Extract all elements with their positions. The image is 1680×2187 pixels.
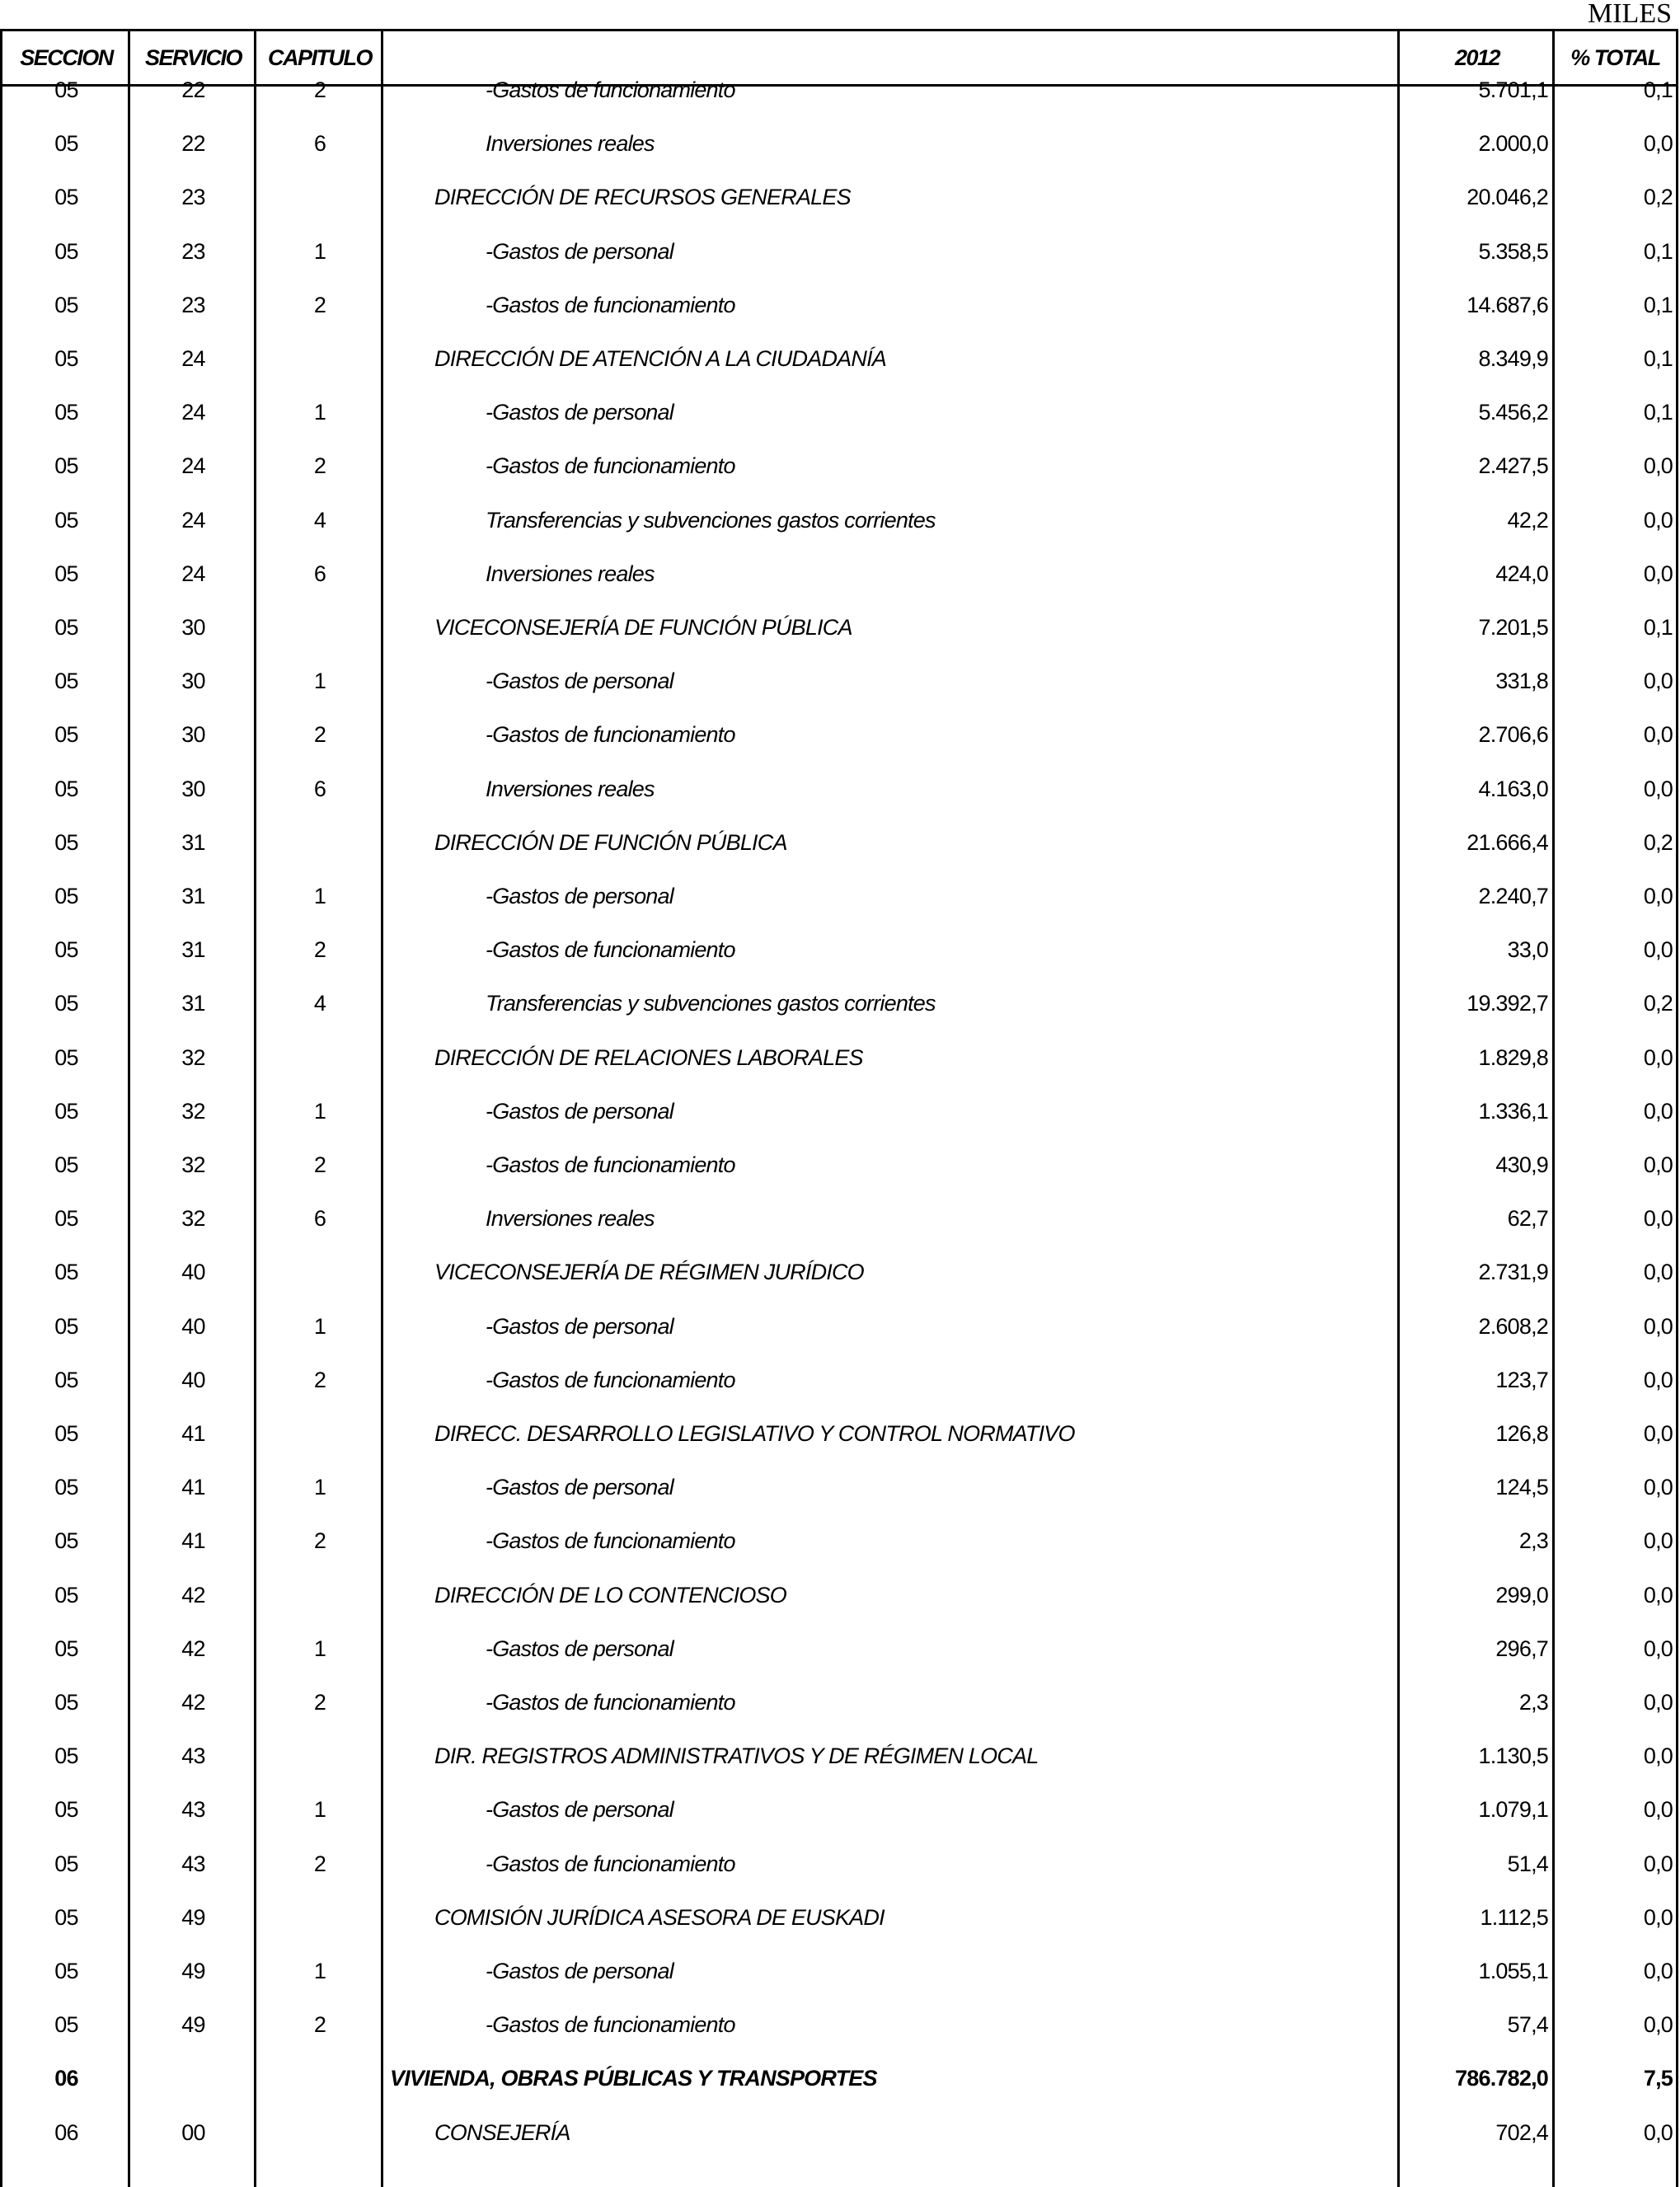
cell-seccion: 05 [54,1098,78,1124]
cell-pct-total: 0,2 [1643,829,1673,855]
cell-servicio: 23 [181,185,205,210]
cell-descripcion: -Gastos de funcionamiento [486,1528,735,1554]
cell-amount: 57,4 [1507,2012,1548,2038]
cell-capitulo: 1 [313,669,326,694]
cell-seccion: 05 [54,1743,78,1769]
table-row [2,77,1676,131]
cell-servicio: 23 [181,292,205,317]
cell-capitulo [256,1905,383,1930]
cell-amount: 1.336,1 [1478,1098,1548,1124]
table-row [2,239,1676,293]
cell-servicio: 00 [181,2119,205,2145]
table-row [2,1959,1676,2012]
cell-seccion: 05 [54,400,78,425]
cell-descripcion: -Gastos de personal [486,400,673,425]
cell-pct-total: 0,0 [1643,1044,1673,1070]
table-row [2,1045,1676,1099]
cell-seccion: 06 [54,2066,78,2091]
cell-servicio: 42 [181,1690,205,1715]
cell-seccion: 05 [54,1690,78,1715]
cell-descripcion: DIRECCIÓN DE RECURSOS GENERALES [434,185,851,210]
cell-amount: 51,4 [1507,1851,1548,1876]
cell-amount: 424,0 [1495,561,1548,586]
cell-seccion: 05 [54,1904,78,1930]
cell-capitulo: 2 [313,1690,326,1715]
cell-seccion: 05 [54,884,78,908]
cell-servicio: 43 [181,1851,205,1876]
cell-seccion: 05 [54,238,78,264]
cell-amount: 1.079,1 [1478,1797,1548,1823]
cell-descripcion: -Gastos de funcionamiento [486,1690,735,1715]
table-row [2,991,1676,1044]
cell-capitulo: 2 [313,1528,326,1554]
cell-pct-total: 0,0 [1643,1421,1673,1446]
cell-servicio: 32 [181,1206,205,1232]
cell-pct-total: 0,0 [1643,453,1673,479]
cell-capitulo: 2 [313,292,326,317]
cell-amount: 123,7 [1495,1367,1548,1392]
cell-capitulo: 6 [313,1206,326,1232]
cell-amount: 126,8 [1495,1421,1548,1446]
cell-seccion: 05 [54,669,78,694]
cell-capitulo [256,185,383,209]
cell-capitulo: 1 [313,400,326,425]
cell-descripcion: DIRECCIÓN DE FUNCIÓN PÚBLICA [434,829,787,855]
cell-servicio: 41 [181,1475,205,1500]
cell-seccion: 05 [54,776,78,801]
cell-capitulo: 1 [313,238,326,264]
cell-servicio: 22 [181,77,205,102]
cell-seccion: 05 [54,1152,78,1177]
cell-descripcion: -Gastos de personal [486,669,673,694]
cell-seccion: 05 [54,2012,78,2038]
cell-descripcion: Transferencias y subvenciones gastos corrientes [486,507,936,533]
cell-capitulo: 6 [313,776,326,801]
cell-servicio [130,2066,256,2091]
cell-capitulo: 1 [313,1313,326,1339]
cell-pct-total: 0,0 [1643,776,1673,801]
table-row [2,1905,1676,1959]
cell-seccion: 05 [54,1636,78,1661]
cell-descripcion: -Gastos de funcionamiento [486,292,735,317]
cell-seccion: 05 [54,1313,78,1339]
cell-descripcion: -Gastos de personal [486,1797,673,1823]
cell-pct-total: 0,0 [1643,669,1673,694]
cell-servicio: 31 [181,884,205,908]
cell-amount: 4.163,0 [1478,776,1548,801]
cell-amount: 1.829,8 [1478,1044,1548,1070]
cell-seccion: 05 [54,507,78,533]
cell-amount: 430,9 [1495,1152,1548,1177]
cell-pct-total: 0,0 [1643,937,1673,963]
cell-servicio: 24 [181,400,205,425]
cell-capitulo: 2 [313,1152,326,1177]
header-descripcion [383,31,1400,84]
unit-label: MILES [1588,0,1672,29]
cell-servicio: 41 [181,1421,205,1446]
header-capitulo: CAPITULO [268,45,372,70]
cell-amount: 1.055,1 [1478,1959,1548,1983]
cell-pct-total: 0,0 [1643,1475,1673,1500]
cell-capitulo: 1 [313,1797,326,1823]
cell-amount: 21.666,4 [1466,829,1548,855]
cell-capitulo [256,2066,383,2091]
cell-seccion: 06 [54,2119,78,2145]
cell-seccion: 05 [54,1528,78,1554]
cell-capitulo: 1 [313,1475,326,1500]
cell-seccion: 05 [54,1475,78,1500]
cell-capitulo: 2 [313,722,326,748]
table-row [2,722,1676,776]
cell-servicio: 31 [181,829,205,855]
table-row [2,1851,1676,1905]
cell-servicio: 49 [181,1959,205,1983]
cell-amount: 2.240,7 [1478,884,1548,908]
cell-descripcion: Inversiones reales [486,131,655,157]
cell-seccion: 05 [54,1260,78,1285]
cell-servicio: 31 [181,991,205,1016]
cell-seccion: 05 [54,722,78,748]
cell-amount: 702,4 [1495,2119,1548,2145]
cell-servicio: 40 [181,1260,205,1285]
cell-pct-total: 0,0 [1643,507,1673,533]
cell-amount: 42,2 [1507,507,1548,533]
cell-seccion: 05 [54,991,78,1016]
table-row [2,1636,1676,1690]
cell-capitulo: 4 [313,507,326,533]
cell-capitulo: 4 [313,991,326,1016]
cell-servicio: 30 [181,776,205,801]
cell-servicio: 30 [181,722,205,748]
budget-table [0,29,1678,2187]
cell-servicio: 49 [181,1904,205,1930]
cell-pct-total: 0,0 [1643,1098,1673,1124]
cell-amount: 2,3 [1518,1690,1548,1715]
cell-amount: 62,7 [1507,1206,1548,1232]
cell-capitulo: 1 [313,884,326,908]
cell-servicio: 24 [181,346,205,371]
cell-amount: 2,3 [1518,1528,1548,1554]
table-row [2,1421,1676,1475]
cell-pct-total: 0,1 [1643,292,1673,317]
cell-descripcion: -Gastos de funcionamiento [486,1851,735,1876]
table-row [2,2066,1676,2119]
cell-pct-total: 7,5 [1643,2066,1673,2091]
table-row [2,293,1676,346]
table-row [2,1152,1676,1206]
cell-pct-total: 0,2 [1643,991,1673,1016]
cell-amount: 20.046,2 [1466,185,1548,210]
cell-amount: 2.706,6 [1478,722,1548,748]
table-row [2,2012,1676,2066]
cell-capitulo: 2 [313,937,326,963]
cell-servicio: 22 [181,131,205,157]
cell-servicio: 32 [181,1044,205,1070]
cell-descripcion: -Gastos de personal [486,884,673,908]
table-row [2,777,1676,830]
cell-capitulo: 2 [313,453,326,479]
table-row [2,1743,1676,1797]
cell-capitulo [256,1583,383,1607]
table-row [2,1206,1676,1260]
cell-seccion: 05 [54,453,78,479]
cell-amount: 5.701,1 [1478,77,1548,102]
header-pct-total: % TOTAL [1570,45,1660,70]
cell-capitulo: 2 [313,2012,326,2038]
cell-servicio: 24 [181,453,205,479]
cell-pct-total: 0,0 [1643,1582,1673,1607]
cell-capitulo [256,2120,383,2145]
cell-servicio: 41 [181,1528,205,1554]
cell-descripcion: -Gastos de funcionamiento [486,937,735,963]
cell-amount: 33,0 [1507,937,1548,963]
cell-servicio: 43 [181,1797,205,1823]
cell-capitulo: 2 [313,77,326,102]
cell-pct-total: 0,0 [1643,1743,1673,1769]
cell-pct-total: 0,0 [1643,1313,1673,1339]
cell-descripcion: -Gastos de personal [486,1636,673,1661]
table-row [2,884,1676,937]
cell-seccion: 05 [54,1851,78,1876]
cell-pct-total: 0,0 [1643,884,1673,908]
cell-descripcion: -Gastos de personal [486,1313,673,1339]
cell-servicio: 32 [181,1098,205,1124]
cell-seccion: 05 [54,1044,78,1070]
table-row [2,1690,1676,1743]
table-row [2,1260,1676,1313]
cell-pct-total: 0,2 [1643,185,1673,210]
cell-capitulo: 6 [313,561,326,586]
cell-capitulo [256,830,383,855]
cell-pct-total: 0,0 [1643,1206,1673,1232]
cell-descripcion: VIVIENDA, OBRAS PÚBLICAS Y TRANSPORTES [390,2066,877,2091]
cell-seccion: 05 [54,185,78,210]
table-row [2,561,1676,615]
cell-seccion: 05 [54,1421,78,1446]
cell-amount: 1.112,5 [1480,1904,1548,1930]
cell-servicio: 40 [181,1313,205,1339]
cell-amount: 1.130,5 [1478,1743,1548,1769]
cell-descripcion: -Gastos de funcionamiento [486,2012,735,2038]
cell-capitulo [256,1743,383,1768]
cell-servicio: 42 [181,1636,205,1661]
cell-descripcion: VICECONSEJERÍA DE RÉGIMEN JURÍDICO [434,1260,864,1285]
table-row [2,1475,1676,1528]
cell-capitulo [256,1421,383,1446]
cell-descripcion: -Gastos de personal [486,1098,673,1124]
cell-descripcion: CONSEJERÍA [434,2119,570,2145]
cell-pct-total: 0,0 [1643,1152,1673,1177]
cell-amount: 19.392,7 [1466,991,1548,1016]
cell-pct-total: 0,1 [1643,238,1673,264]
cell-pct-total: 0,0 [1643,561,1673,586]
cell-descripcion: -Gastos de personal [486,1959,673,1983]
cell-seccion: 05 [54,1959,78,1983]
cell-servicio: 30 [181,669,205,694]
cell-servicio: 43 [181,1743,205,1769]
cell-capitulo [256,615,383,640]
cell-seccion: 05 [54,292,78,317]
cell-seccion: 05 [54,561,78,586]
cell-amount: 14.687,6 [1466,292,1548,317]
cell-seccion: 05 [54,615,78,640]
cell-servicio: 24 [181,507,205,533]
cell-descripcion: DIR. REGISTROS ADMINISTRATIVOS Y DE RÉGIMEN LOCAL [434,1743,1039,1769]
cell-descripcion: DIRECC. DESARROLLO LEGISLATIVO Y CONTROL NORMATIVO [434,1421,1075,1446]
cell-descripcion: -Gastos de funcionamiento [486,1152,735,1177]
cell-pct-total: 0,0 [1643,1959,1673,1983]
cell-seccion: 05 [54,1206,78,1232]
cell-descripcion: Inversiones reales [486,776,655,801]
table-row [2,508,1676,561]
cell-amount: 2.000,0 [1478,131,1548,157]
cell-descripcion: VICECONSEJERÍA DE FUNCIÓN PÚBLICA [434,615,852,640]
cell-descripcion: Inversiones reales [486,561,655,586]
cell-descripcion: -Gastos de funcionamiento [486,453,735,479]
cell-amount: 2.608,2 [1478,1313,1548,1339]
cell-pct-total: 0,0 [1643,722,1673,748]
cell-amount: 124,5 [1495,1475,1548,1500]
header-year: 2012 [1454,45,1500,70]
cell-capitulo: 6 [313,131,326,157]
cell-pct-total: 0,0 [1643,2119,1673,2145]
cell-servicio: 49 [181,2012,205,2038]
cell-descripcion: COMISIÓN JURÍDICA ASESORA DE EUSKADI [434,1904,885,1930]
cell-pct-total: 0,0 [1643,1797,1673,1823]
cell-seccion: 05 [54,1367,78,1392]
table-row [2,937,1676,991]
table-row [2,131,1676,185]
cell-pct-total: 0,1 [1643,615,1673,640]
cell-seccion: 05 [54,937,78,963]
cell-descripcion: -Gastos de funcionamiento [486,1367,735,1392]
cell-descripcion: -Gastos de funcionamiento [486,77,735,102]
cell-capitulo: 1 [313,1959,326,1983]
cell-amount: 2.427,5 [1478,453,1548,479]
cell-servicio: 32 [181,1152,205,1177]
cell-amount: 331,8 [1495,669,1548,694]
cell-amount: 5.456,2 [1478,400,1548,425]
cell-descripcion: -Gastos de funcionamiento [486,722,735,748]
table-row [2,1368,1676,1421]
cell-pct-total: 0,0 [1643,1260,1673,1285]
cell-amount: 296,7 [1495,1636,1548,1661]
cell-pct-total: 0,0 [1643,1367,1673,1392]
table-row [2,1797,1676,1851]
cell-amount: 5.358,5 [1478,238,1548,264]
table-row [2,669,1676,722]
cell-seccion: 05 [54,77,78,102]
cell-pct-total: 0,1 [1643,77,1673,102]
cell-pct-total: 0,1 [1643,346,1673,371]
cell-seccion: 05 [54,829,78,855]
cell-servicio: 42 [181,1582,205,1607]
cell-descripcion: Inversiones reales [486,1206,655,1232]
cell-servicio: 31 [181,937,205,963]
cell-capitulo: 2 [313,1851,326,1876]
cell-capitulo: 1 [313,1098,326,1124]
table-row [2,185,1676,238]
cell-capitulo [256,1260,383,1284]
cell-amount: 786.782,0 [1455,2066,1548,2091]
cell-capitulo [256,1045,383,1070]
cell-descripcion: DIRECCIÓN DE ATENCIÓN A LA CIUDADANÍA [434,346,886,371]
cell-servicio: 23 [181,238,205,264]
cell-descripcion: DIRECCIÓN DE RELACIONES LABORALES [434,1044,863,1070]
cell-capitulo: 2 [313,1367,326,1392]
cell-descripcion: DIRECCIÓN DE LO CONTENCIOSO [434,1582,786,1607]
table-row [2,615,1676,669]
cell-seccion: 05 [54,1797,78,1823]
cell-descripcion: Transferencias y subvenciones gastos corrientes [486,991,936,1016]
table-row [2,1314,1676,1368]
table-row [2,400,1676,453]
table-row [2,830,1676,884]
table-row [2,1528,1676,1582]
cell-amount: 7.201,5 [1478,615,1548,640]
cell-pct-total: 0,0 [1643,1690,1673,1715]
cell-descripcion: -Gastos de personal [486,1475,673,1500]
cell-servicio: 24 [181,561,205,586]
cell-pct-total: 0,1 [1643,400,1673,425]
header-seccion: SECCION [20,45,113,70]
cell-descripcion: -Gastos de personal [486,238,673,264]
table-row [2,1099,1676,1152]
table-row [2,1583,1676,1636]
cell-pct-total: 0,0 [1643,1904,1673,1930]
cell-pct-total: 0,0 [1643,1636,1673,1661]
table-row [2,346,1676,400]
cell-amount: 8.349,9 [1478,346,1548,371]
cell-seccion: 05 [54,1582,78,1607]
cell-seccion: 05 [54,131,78,157]
cell-servicio: 30 [181,615,205,640]
cell-amount: 299,0 [1495,1582,1548,1607]
cell-capitulo: 1 [313,1636,326,1661]
cell-servicio: 40 [181,1367,205,1392]
cell-pct-total: 0,0 [1643,1528,1673,1554]
header-servicio: SERVICIO [144,45,242,70]
cell-capitulo [256,346,383,371]
cell-pct-total: 0,0 [1643,131,1673,157]
cell-pct-total: 0,0 [1643,2012,1673,2038]
table-row [2,453,1676,507]
cell-seccion: 05 [54,346,78,371]
cell-pct-total: 0,0 [1643,1851,1673,1876]
cell-amount: 2.731,9 [1478,1260,1548,1285]
table-row [2,2120,1676,2174]
